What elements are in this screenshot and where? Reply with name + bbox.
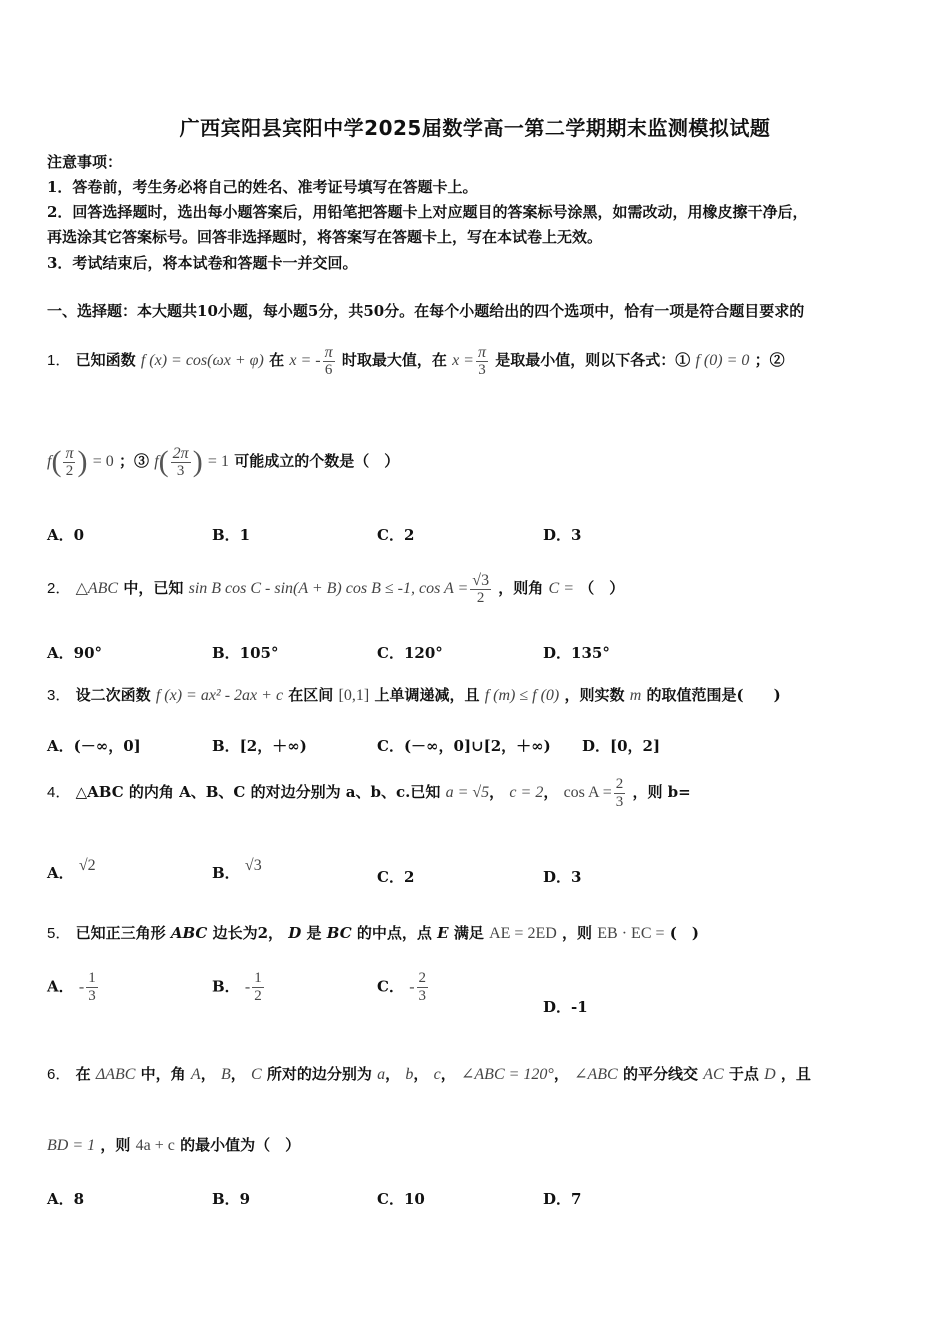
q5-option-c[interactable] xyxy=(377,970,430,1005)
notice-item-2a: 2．回答选择题时，选出每小题答案后，用铅笔把答题卡上对应题目的答案标号涂黑，如需改动，用橡皮擦干净后， xyxy=(47,203,808,221)
q4-sep: ， xyxy=(489,783,505,801)
q1-text: 在 xyxy=(269,351,285,369)
q1-text: 可能成立的个数是（ ） xyxy=(234,452,400,470)
q3-option-d[interactable]: D．[0，2] xyxy=(582,737,661,755)
q5-text: 的中点，点 xyxy=(356,924,432,942)
option-label: B． xyxy=(212,977,240,996)
q5-text: ，则 xyxy=(562,924,593,942)
q3-condition: f (m) ≤ f (0) xyxy=(484,687,560,704)
frac-num: √3 xyxy=(472,571,490,589)
q2-expression: sin B cos C - sin(A + B) cos B ≤ -1, cos A = xyxy=(188,580,469,597)
q4-c: c = 2 xyxy=(509,784,544,801)
q2-text: 中，已知 xyxy=(123,579,184,597)
q5-text: ( ) xyxy=(669,924,699,942)
q6-sep: ， xyxy=(385,1065,401,1083)
q6-sep: ， xyxy=(230,1065,246,1083)
q4-fraction xyxy=(614,776,626,811)
q5-text: 满足 xyxy=(453,924,484,942)
frac-den: 3 xyxy=(478,361,486,378)
q3-option-b[interactable]: B．[2，＋∞) xyxy=(212,737,307,755)
q6-angle: ∠ABC = 120° xyxy=(461,1066,554,1083)
q2-option-b[interactable]: B．105° xyxy=(212,644,279,662)
q6-expr: 4a + c xyxy=(135,1137,175,1154)
q1-eq0: = 0 xyxy=(92,453,114,470)
q6-text: 于点 xyxy=(728,1065,759,1083)
right-paren: ) xyxy=(77,445,88,478)
option-fraction xyxy=(417,970,429,1005)
q6-option-a[interactable]: A．8 xyxy=(47,1190,85,1208)
q3-m: m xyxy=(629,687,642,704)
q3-option-a[interactable]: A．(－∞，0] xyxy=(47,737,141,755)
q5-d: D xyxy=(288,924,302,942)
q5-option-a[interactable] xyxy=(47,970,100,1005)
q4-text: ，则 b= xyxy=(632,783,691,801)
right-paren: ) xyxy=(192,445,203,478)
q6-D: D xyxy=(764,1066,776,1083)
q6-b: b xyxy=(405,1066,414,1083)
question-1-line-1 xyxy=(47,342,785,379)
q5-dot-product: EB · EC = xyxy=(597,925,665,942)
option-sign: - xyxy=(409,978,415,996)
q1-option-c[interactable]: C．2 xyxy=(377,526,415,544)
q3-text: 在区间 xyxy=(288,686,334,704)
q6-C: C xyxy=(250,1066,262,1083)
q1-option-a[interactable]: A．0 xyxy=(47,526,85,544)
q6-option-d[interactable]: D．7 xyxy=(543,1190,582,1208)
frac-den: 2 xyxy=(65,462,74,479)
question-number: 2． xyxy=(47,580,71,597)
q5-option-d[interactable]: D．-1 xyxy=(543,998,588,1016)
question-number: 6． xyxy=(47,1066,71,1083)
frac-num: 1 xyxy=(88,970,96,986)
q1-fraction-pi-6 xyxy=(323,344,335,379)
q2-c: C = xyxy=(548,580,575,597)
q6-sep: ， xyxy=(440,1065,456,1083)
question-number: 1． xyxy=(47,352,71,369)
left-paren: ( xyxy=(51,445,62,478)
q4-option-b[interactable] xyxy=(212,857,262,883)
q1-f: f xyxy=(154,453,159,470)
q6-text: 在 xyxy=(75,1065,91,1083)
q6-triangle: ΔABC xyxy=(95,1066,136,1083)
frac-den: 2 xyxy=(476,589,485,606)
option-sign: - xyxy=(244,978,251,996)
q1-fraction-pi-2 xyxy=(63,445,75,480)
q1-f: f xyxy=(47,453,52,470)
notice-heading: 注意事项： xyxy=(47,153,123,171)
q2-text: （ ） xyxy=(579,579,625,597)
option-fraction xyxy=(86,970,98,1005)
q1-fraction-2pi-3 xyxy=(171,445,191,480)
question-1-line-2 xyxy=(47,436,399,487)
option-label: C． xyxy=(377,977,404,996)
left-paren: ( xyxy=(158,445,169,478)
q6-sep: ， xyxy=(413,1065,429,1083)
frac-num: 2 xyxy=(418,970,427,986)
q3-option-c[interactable]: C．(－∞，0]∪[2，＋∞) xyxy=(377,737,551,755)
frac-num: π xyxy=(65,444,74,462)
q5-text: 是 xyxy=(306,924,322,942)
q4-cos: cos A = xyxy=(563,784,612,801)
question-number: 5． xyxy=(47,925,71,942)
question-2 xyxy=(47,566,624,611)
q6-bd: BD = 1 xyxy=(47,1137,96,1154)
q3-interval: [0,1] xyxy=(338,687,370,704)
question-number: 3． xyxy=(47,687,71,704)
frac-num: 2π xyxy=(172,444,189,462)
q2-option-a[interactable]: A．90° xyxy=(47,644,103,662)
frac-num: 1 xyxy=(254,970,262,986)
q4-sep: ， xyxy=(543,783,559,801)
q1-text: 是取最小值，则以下各式：① xyxy=(495,351,691,369)
q2-option-d[interactable]: D．135° xyxy=(543,644,610,662)
q6-text: ，则 xyxy=(100,1136,131,1154)
q6-text: 的平分线交 xyxy=(622,1065,698,1083)
q3-text: ，则实数 xyxy=(564,686,625,704)
q1-function: f (x) = cos(ωx + φ) xyxy=(140,352,264,369)
q1-text: 已知函数 xyxy=(75,351,136,369)
q5-e: E xyxy=(437,924,449,942)
q2-fraction xyxy=(470,572,491,607)
q6-ac: AC xyxy=(703,1066,724,1083)
frac-den: 3 xyxy=(88,988,96,1004)
question-4 xyxy=(47,770,691,815)
q1-text: ；③ xyxy=(118,452,149,470)
q6-B: B xyxy=(220,1066,231,1083)
q6-option-b[interactable]: B．9 xyxy=(212,1190,251,1208)
option-label: A． xyxy=(47,864,74,882)
question-6-line-1 xyxy=(47,1052,811,1097)
q5-bc: BC xyxy=(326,924,352,942)
q3-text: 的取值范围是( ) xyxy=(646,686,781,704)
question-3 xyxy=(47,680,781,711)
q1-text: 时取最大值，在 xyxy=(341,351,447,369)
q5-text: 已知正三角形 xyxy=(75,924,166,942)
q5-ae: AE = 2ED xyxy=(489,925,557,942)
q2-triangle: △ABC xyxy=(75,580,119,597)
q4-option-c[interactable]: C．2 xyxy=(377,868,415,886)
option-label: A． xyxy=(47,977,74,996)
q1-text: ；② xyxy=(754,351,785,369)
question-6-line-2 xyxy=(47,1128,300,1163)
q4-option-d[interactable]: D．3 xyxy=(543,868,582,886)
section-heading: 一、选择题：本大题共10小题，每小题5分，共50分。在每个小题给出的四个选项中，恰有一项是符合题目要求的 xyxy=(47,302,805,320)
option-math: √2 xyxy=(78,857,96,874)
q1-option-d[interactable]: D．3 xyxy=(543,526,582,544)
exam-title: 广西宾阳县宾阳中学2025届数学高一第二学期期末监测模拟试题 xyxy=(179,116,771,140)
q1-eq1: = 1 xyxy=(207,453,229,470)
q6-angle-2: ∠ABC xyxy=(574,1066,618,1083)
q5-option-b[interactable] xyxy=(212,970,266,1005)
q4-a: a = √5 xyxy=(445,784,490,801)
frac-num: π xyxy=(477,343,486,361)
q6-a: a xyxy=(377,1066,386,1083)
question-number: 4． xyxy=(47,784,71,801)
notice-item-1: 1．答卷前，考生务必将自己的姓名、准考证号填写在答题卡上。 xyxy=(47,178,478,196)
q6-option-c[interactable]: C．10 xyxy=(377,1190,425,1208)
frac-den: 3 xyxy=(418,988,427,1004)
notice-item-2b: 再选涂其它答案标号。回答非选择题时，将答案写在答题卡上，写在本试卷上无效。 xyxy=(47,228,603,246)
q5-abc: ABC xyxy=(170,924,208,942)
q1-condition-1: f (0) = 0 xyxy=(695,352,750,369)
q6-sep: ， xyxy=(553,1065,569,1083)
q6-sep: ， xyxy=(200,1065,216,1083)
q3-text: 设二次函数 xyxy=(75,686,151,704)
q4-text: △ABC 的内角 A、B、C 的对边分别为 a、b、c.已知 xyxy=(75,783,441,801)
q6-text: 的最小值为（ ） xyxy=(180,1136,301,1154)
option-fraction xyxy=(252,970,264,1005)
frac-den: 2 xyxy=(254,988,262,1004)
q3-function: f (x) = ax² - 2ax + c xyxy=(155,687,284,704)
q2-option-c[interactable]: C．120° xyxy=(377,644,443,662)
notice-item-3: 3．考试结束后，将本试卷和答题卡一并交回。 xyxy=(47,254,358,272)
q6-c: c xyxy=(433,1066,441,1083)
q3-text: 上单调递减，且 xyxy=(374,686,480,704)
q1-fraction-pi-3 xyxy=(476,344,488,379)
frac-den: 6 xyxy=(324,361,333,378)
option-math: √3 xyxy=(244,857,262,874)
frac-den: 3 xyxy=(615,793,624,810)
q6-text: 所对的边分别为 xyxy=(266,1065,372,1083)
q1-x-value-2: x = xyxy=(452,352,474,369)
q5-text: 边长为2， xyxy=(212,924,284,942)
q6-text: 中，角 xyxy=(140,1065,186,1083)
option-sign: - xyxy=(78,978,85,996)
q1-option-b[interactable]: B．1 xyxy=(212,526,251,544)
q2-text: ，则角 xyxy=(498,579,544,597)
q6-text: ，且 xyxy=(780,1065,811,1083)
frac-den: 3 xyxy=(176,462,185,479)
option-label: B． xyxy=(212,864,240,882)
q6-A: A xyxy=(190,1066,201,1083)
q1-x-value: x = - xyxy=(289,352,321,369)
question-5 xyxy=(47,918,699,949)
frac-num: π xyxy=(324,343,333,361)
frac-num: 2 xyxy=(615,775,624,792)
q4-option-a[interactable] xyxy=(47,857,96,883)
